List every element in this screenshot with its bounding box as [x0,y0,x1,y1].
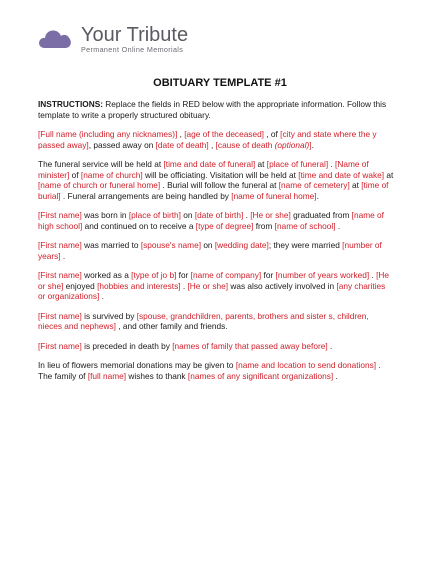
static-text: and continued on to receive a [82,220,196,231]
static-text: . [328,159,336,169]
placeholder-field: [cause of death [215,139,275,150]
paragraph-death-notice [38,129,394,150]
logo-title: Your Tribute [81,24,189,46]
placeholder-field: [date of death] [155,139,209,150]
static-text: from [253,220,275,231]
placeholder-field: [spouse, grandchildren, parents, brothers and sister s, children, nieces and nephews] [38,310,369,331]
static-text: is preceded in death by [81,340,173,351]
placeholder-field: [name of school] [274,220,336,231]
instructions-label: INSTRUCTIONS: [38,99,103,109]
static-text: In lieu of flowers memorial donations may be given to [38,360,236,370]
placeholder-field: [Name of minister] [38,159,369,180]
placeholder-field: [time and date of wake] [298,169,385,180]
static-text: . [243,210,251,220]
static-text: was also actively involved in [228,280,337,291]
placeholder-field: [First name] [38,310,82,321]
placeholder-field: [type of degree] [195,220,254,231]
static-text: will be officiating. Visitation will be held at [142,169,299,180]
static-text: The funeral service will be held at [38,159,164,169]
placeholder-field: [age of the deceased] [184,129,264,139]
paragraph-career [38,270,394,302]
placeholder-field: [name of church] [80,169,143,180]
placeholder-field: [number of years worked] [275,270,370,280]
static-text: . [335,220,341,231]
cloud-icon [38,27,72,49]
static-text: . Burial will follow the funeral at [160,180,279,190]
placeholder-field: [First name] [38,340,82,351]
static-text: . [99,291,104,301]
placeholder-field: [name of cemetery] [278,180,350,190]
placeholder-field: [name and location to send donations] [235,360,377,370]
static-text: , of [264,129,281,139]
placeholder-field: [city and state where the y passed away] [38,129,377,150]
placeholder-field: [He or she] [38,270,389,291]
static-text: of [69,169,81,180]
static-text: . The family of [38,360,381,381]
static-text: , passed away on [88,139,156,150]
placeholder-field: [date of birth] [194,210,244,220]
placeholder-field: [name of company] [190,270,262,280]
paragraph-donations [38,360,394,381]
paragraph-funeral [38,159,394,201]
placeholder-field: [name of funeral home] [231,190,317,201]
placeholder-field: [names of any significant organizations] [187,370,334,381]
static-text: . [311,139,314,150]
placeholder-field: [names of family that passed away before] [172,340,328,351]
static-text: wishes to thank [126,370,188,381]
placeholder-field: [place of funeral] [266,159,329,169]
placeholder-field: [hobbies and interests] [97,280,181,291]
placeholder-field: [First name] [38,240,82,250]
static-text: at [255,159,267,169]
brand-logo [38,24,238,54]
static-text: on [201,240,215,250]
placeholder-field: [number of years] [38,240,382,261]
static-text: . [316,190,319,201]
static-text: graduated from [290,210,352,220]
static-text: enjoyed [63,280,98,291]
static-text: for [176,270,191,280]
placeholder-field: (optional) [274,139,310,150]
placeholder-field: [any charities or organizations] [38,280,386,301]
static-text: . [327,340,333,351]
paragraph-preceded-by [38,341,394,352]
paragraph-birth-education [38,210,394,231]
placeholder-field: [full name] [87,370,127,381]
static-text: . [333,370,338,381]
static-text: . [180,280,188,291]
static-text: . [369,270,377,280]
static-text: worked as a [81,270,132,280]
placeholder-field: [name of high school] [38,210,384,231]
paragraph-marriage [38,240,394,261]
static-text: , [208,139,216,150]
static-text: at [384,169,394,180]
static-text: , [177,129,185,139]
static-text: for [261,270,276,280]
placeholder-field: [spouse's name] [140,240,202,250]
placeholder-field: [place of birth] [128,210,181,220]
static-text: , and other family and friends. [115,321,228,331]
document-body [38,99,394,390]
placeholder-field: [First name] [38,270,82,280]
instructions-paragraph [38,99,394,120]
instructions-text: Replace the fields in RED below with the appropriate information. Follow this template to write a properly structured obituary. [38,99,387,120]
placeholder-field: [wedding date] [214,240,269,250]
placeholder-field: [First name] [38,210,82,220]
placeholder-field: [name of church or funeral home] [38,180,161,190]
logo-subtitle: Permanent Online Memorials [81,45,184,54]
static-text: was born in [81,210,129,220]
paragraph-survived-by [38,311,394,332]
static-text: is survived by [81,310,137,321]
static-text: . Funeral arrangements are being handled by [60,190,232,201]
placeholder-field: ] [309,139,312,150]
placeholder-field: [type of jo b] [131,270,177,280]
static-text: at [349,180,362,190]
static-text: ; they were married [268,240,343,250]
placeholder-field: [Full name (including any nicknames)] [38,129,178,139]
placeholder-field: [time and date of funeral] [163,159,256,169]
document-title: OBITUARY TEMPLATE #1 [153,77,287,89]
placeholder-field: [He or she] [187,280,229,291]
static-text: on [180,210,195,220]
static-text: was married to [81,240,141,250]
static-text: . [60,250,66,261]
placeholder-field: [time of burial] [38,180,389,201]
placeholder-field: [He or she] [250,210,291,220]
